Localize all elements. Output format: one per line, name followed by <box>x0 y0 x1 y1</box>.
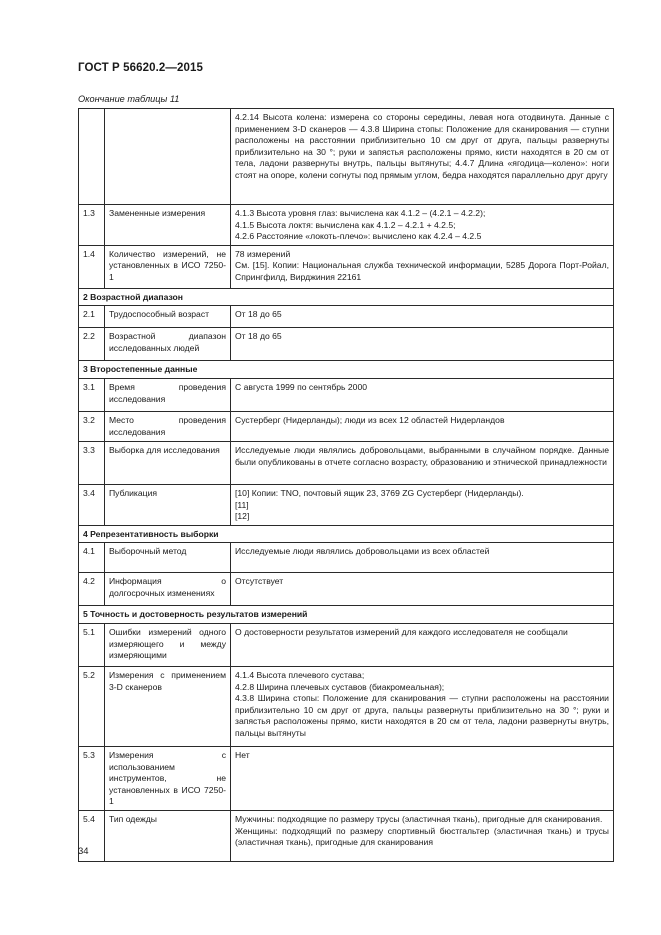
table-11-continuation <box>78 108 614 862</box>
characteristic-description <box>231 666 614 746</box>
page-number: 34 <box>78 846 89 857</box>
characteristic-description <box>231 810 614 861</box>
characteristic-description <box>231 205 614 246</box>
description-line: 4.2.6 Расстояние «локоть-плечо»: вычислено как 4.2.4 – 4.2.5 <box>235 231 482 242</box>
description-line: Женщины: подходящий по размеру спортивный бюстгальтер (эластичная ткань) и трусы (эластичная ткань), пригодные для сканирования <box>235 825 609 848</box>
table-row <box>79 746 614 810</box>
characteristic-description <box>231 411 614 441</box>
description-line: [11] <box>235 499 249 510</box>
section-row <box>79 525 614 543</box>
characteristic-description <box>231 573 614 606</box>
table-row <box>79 573 614 606</box>
section-title: 4 Репрезентативность выборки <box>79 525 614 543</box>
characteristic-description <box>231 245 614 288</box>
characteristic-name <box>105 746 231 810</box>
characteristic-name <box>105 328 231 361</box>
table-body <box>79 109 614 862</box>
table-row <box>79 484 614 525</box>
description-line: От 18 до 65 <box>235 309 282 320</box>
row-number: 4.1 <box>79 543 105 573</box>
characteristic-name <box>105 441 231 484</box>
section-row <box>79 361 614 379</box>
table-row <box>79 411 614 441</box>
table-row <box>79 666 614 746</box>
characteristic-name <box>105 666 231 746</box>
characteristic-name-text: Место проведения исследования <box>109 414 226 437</box>
row-number: 5.1 <box>79 623 105 666</box>
characteristic-name-text: Замененные измерения <box>109 208 206 218</box>
row-number: 1.4 <box>79 245 105 288</box>
description-line: 4.1.4 Высота плечевого сустава; <box>235 669 365 680</box>
description-line: Исследуемые люди являлись добровольцами из всех областей <box>235 546 490 557</box>
section-title: 2 Возрастной диапазон <box>79 288 614 306</box>
characteristic-name <box>105 109 231 205</box>
table-row <box>79 441 614 484</box>
characteristic-description <box>231 328 614 361</box>
characteristic-name-text: Информация о долгосрочных изменениях <box>109 576 226 598</box>
row-number: 5.4 <box>79 810 105 861</box>
row-number: 3.4 <box>79 484 105 525</box>
table-row <box>79 378 614 411</box>
description-line: [12] <box>235 511 250 522</box>
characteristic-description <box>231 623 614 666</box>
description-line: 4.2.14 Высота колена: измерена со стороны середины, левая нога отодвинута. Данные с применением 3-D сканеров — 4.3.8 Ширина стопы: Положение для сканирования — ступни расположены на расстоянии приблизительно 10 см друг от друга, пальцы развернуты приблизительно на 30 °; руки и запястья расположены прямо, кисти находятся в 20 см от тела, ладони развернуты внутрь, пальцы вытянуты; 4.4.7 Длина «ягодица—колено»: ноги стоят на опоре, колени согнуты под прямым углом, бедра находятся параллельно друг другу <box>235 112 609 180</box>
characteristic-name <box>105 205 231 246</box>
characteristic-name <box>105 810 231 861</box>
description-line: С августа 1999 по сентябрь 2000 <box>235 381 367 392</box>
characteristic-name-text: Измерения с применением 3-D сканеров <box>109 669 226 692</box>
characteristic-name <box>105 543 231 573</box>
description-line: 78 измерений <box>235 248 291 259</box>
row-number: 4.2 <box>79 573 105 606</box>
characteristic-description <box>231 441 614 484</box>
table-row <box>79 245 614 288</box>
description-line: Нет <box>235 749 250 760</box>
description-line: 4.1.3 Высота уровня глаз: вычислена как 4.1.2 – (4.2.1 – 4.2.2); <box>235 208 486 218</box>
table-row <box>79 328 614 361</box>
section-row <box>79 606 614 624</box>
description-line: От 18 до 65 <box>235 331 282 342</box>
row-number: 3.3 <box>79 441 105 484</box>
characteristic-name <box>105 484 231 525</box>
table-row <box>79 543 614 573</box>
characteristic-name <box>105 245 231 288</box>
table-continuation-caption: Окончание таблицы 11 <box>78 94 180 104</box>
characteristic-name-text: Возрастной диапазон исследованных людей <box>109 331 226 353</box>
characteristic-description <box>231 378 614 411</box>
characteristic-name <box>105 573 231 606</box>
table-row <box>79 810 614 861</box>
description-line: Исследуемые люди являлись добровольцами, выбранными в случайном порядке. Данные были опубликованы в отчете согласно возрасту, образованию и этнической принадлежности <box>235 444 609 467</box>
characteristic-name-text: Публикация <box>109 487 158 498</box>
characteristic-description <box>231 543 614 573</box>
description-line: 4.1.5 Высота локтя: вычислена как 4.1.2 – 4.2.1 + 4.2.5; <box>235 219 456 230</box>
section-row <box>79 288 614 306</box>
description-line: Сустерберг (Нидерланды); люди из всех 12 областей Нидерландов <box>235 414 505 425</box>
description-line: О достоверности результатов измерений для каждого исследователя не сообщали <box>235 626 568 637</box>
characteristic-name <box>105 306 231 328</box>
characteristic-description <box>231 484 614 525</box>
description-line: 4.2.8 Ширина плечевых суставов (биакромеальная); <box>235 681 445 692</box>
characteristic-name-text: Тип одежды <box>109 813 157 824</box>
row-number: 5.2 <box>79 666 105 746</box>
characteristic-description <box>231 306 614 328</box>
table-row <box>79 306 614 328</box>
description-line: Отсутствует <box>235 576 284 587</box>
characteristic-description <box>231 746 614 810</box>
description-line: [10] Копии: TNO, почтовый ящик 23, 3769 ZG Сустерберг (Нидерланды). <box>235 487 524 498</box>
section-title: 5 Точность и достоверность результатов измерений <box>79 606 614 624</box>
characteristic-name <box>105 378 231 411</box>
row-number: 1.3 <box>79 205 105 246</box>
row-number: 3.2 <box>79 411 105 441</box>
characteristic-name-text: Трудоспособный возраст <box>109 309 210 320</box>
row-number: 3.1 <box>79 378 105 411</box>
characteristic-name <box>105 623 231 666</box>
characteristic-name-text: Измерения с использованием инструментов, не установленных в ИСО 7250-1 <box>109 749 226 807</box>
characteristic-name-text: Выборочный метод <box>109 546 187 557</box>
row-number: 2.1 <box>79 306 105 328</box>
characteristic-name <box>105 411 231 441</box>
description-line: Мужчины: подходящие по размеру трусы (эластичная ткань), пригодные для сканирования. <box>235 813 603 824</box>
table-row <box>79 205 614 246</box>
description-line: См. [15]. Копии: Национальная служба технической информации, 5285 Дорога Порт-Ройал, Спрингфилд, Вирджиния 22161 <box>235 260 609 282</box>
section-title: 3 Второстепенные данные <box>79 361 614 379</box>
table-row <box>79 109 614 205</box>
row-number: 2.2 <box>79 328 105 361</box>
characteristic-name-text: Время проведения исследования <box>109 381 226 404</box>
row-number: 5.3 <box>79 746 105 810</box>
document-header: ГОСТ Р 56620.2—2015 <box>78 62 203 74</box>
characteristic-name-text: Ошибки измерений одного измеряющего и между измеряющими <box>109 626 226 661</box>
characteristic-name-text: Выборка для исследования <box>109 444 220 455</box>
description-line: 4.3.8 Ширина стопы: Положение для сканирования — ступни расположены на расстоянии приблизительно 10 см друг от друга, пальцы развернуты приблизительно на 30 °; руки и запястья расположены прямо, кисти находятся в 20 см от тела, ладони развернуты внутрь, пальцы вытянуты <box>235 693 609 738</box>
row-number <box>79 109 105 205</box>
characteristic-description <box>231 109 614 205</box>
characteristic-name-text: Количество измерений, не установленных в ИСО 7250-1 <box>109 248 226 282</box>
table-row <box>79 623 614 666</box>
